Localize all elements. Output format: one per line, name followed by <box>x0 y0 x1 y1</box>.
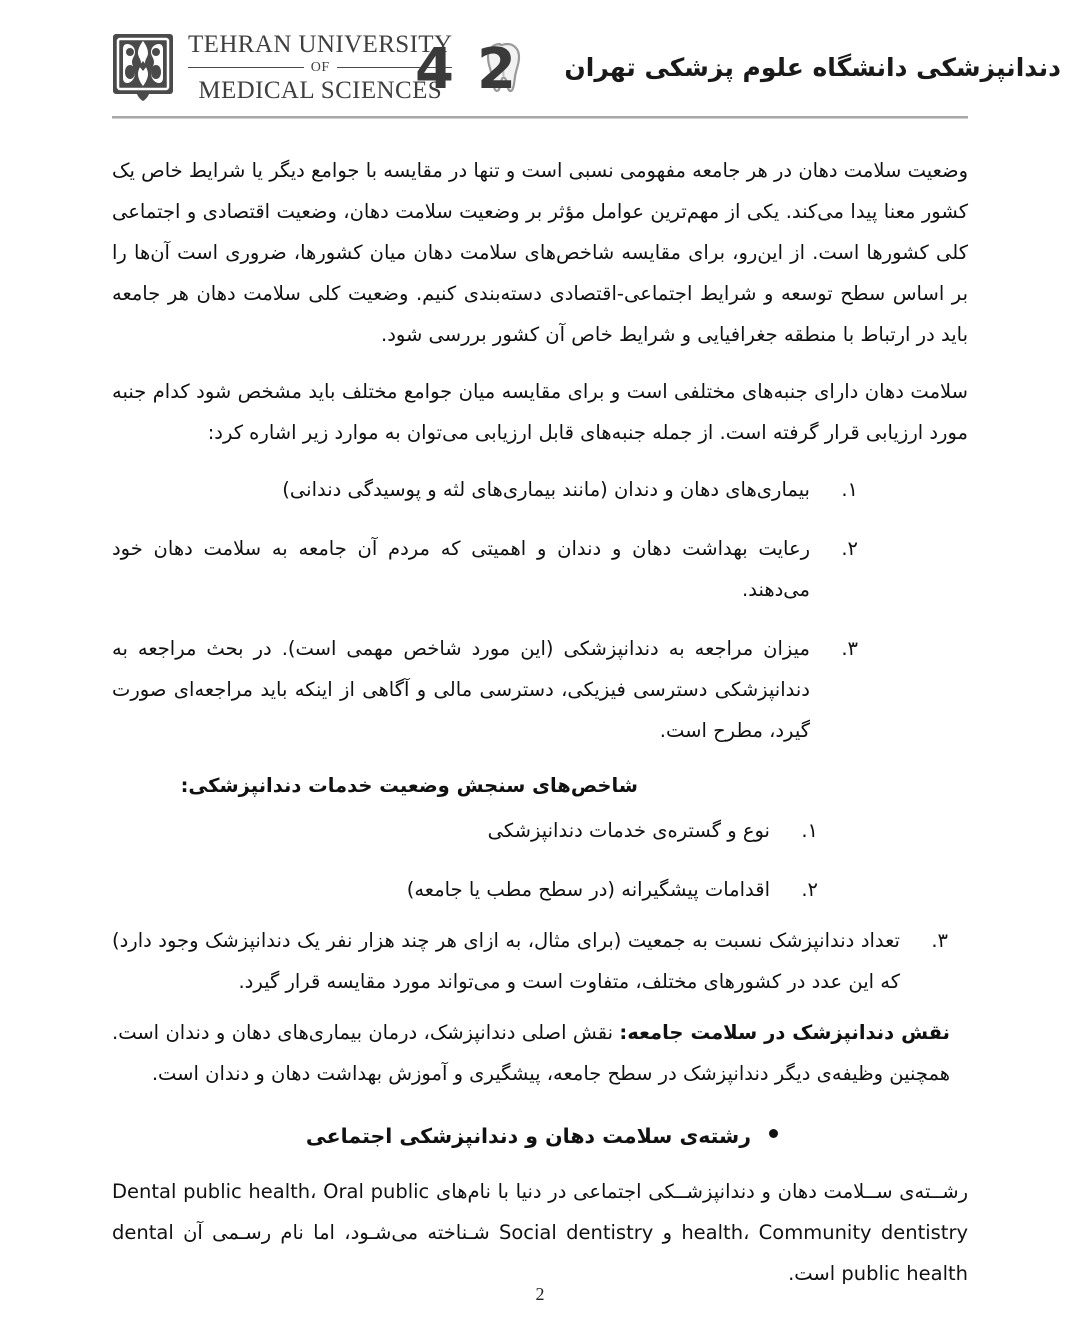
list-service-indicators <box>112 810 968 910</box>
discipline-names-middle: شـناخته می‌شـود، اما نام رسـمی آن <box>183 1221 490 1244</box>
svg-text:4: 4 <box>415 37 455 102</box>
term-social-dentistry: Social dentistry <box>498 1221 654 1244</box>
list-marker: ۲. <box>801 878 818 901</box>
list-marker: ۳. <box>931 929 948 952</box>
page-footer <box>0 1284 1080 1305</box>
discipline-names-end: است. <box>788 1262 836 1285</box>
list-item-text: میزان مراجعه به دندانپزشکی (این مورد شاخص مهمی است). در بحث مراجعه به دندانپزشکی دسترسی فیزیکی، دسترسی مالی و آگاهی از اینکه باید مراجعه‌ای صورت گیرد، مطرح است. <box>112 637 810 742</box>
heading-service-indicators: شاخص‌های سنجش وضعیت خدمات دندانپزشکی: <box>180 774 638 797</box>
wordmark-rule-left <box>188 67 304 68</box>
university-name-of: OF <box>310 59 330 75</box>
svg-text:2: 2 <box>477 37 517 102</box>
list-service-indicators-third <box>112 920 968 1002</box>
list-item <box>112 628 858 751</box>
list-marker: ۲. <box>841 537 858 560</box>
university-name-line2: MEDICAL SCIENCES <box>198 76 443 104</box>
university-wordmark <box>188 30 455 104</box>
term-separator-2: ، <box>743 1221 750 1244</box>
list-marker: ۱. <box>801 819 818 842</box>
term-separator-1: ، <box>310 1180 317 1203</box>
faculty-title: دندانپزشکی دانشگاه علوم پزشکی تهران <box>564 52 1061 82</box>
list-item <box>112 810 818 851</box>
paragraph-discipline-names <box>112 1171 968 1294</box>
bullet-heading-label: رشته‌ی سلامت دهان و دندانپزشکی اجتماعی <box>305 1124 751 1148</box>
term-conjunction: و <box>662 1221 673 1244</box>
university-name-line1: TEHRAN UNIVERSITY <box>188 30 453 58</box>
term-community-dentistry: Community dentistry <box>758 1221 968 1244</box>
page-header <box>112 28 1061 106</box>
list-item-text: رعایت بهداشت دهان و دندان و اهمیتی که مردم آن جامعه به سلامت دهان خود می‌دهند. <box>112 537 810 601</box>
list-item <box>112 528 858 610</box>
bullet-point-icon <box>769 1129 778 1138</box>
document-body <box>112 150 968 1294</box>
term-official-name: dental public health <box>112 1221 968 1285</box>
paragraph-oral-health-aspects-intro: سلامت دهان دارای جنبه‌های مختلفی است و برای مقایسه میان جوامع مختلف باید مشخص شود کدام جنبه مورد ارزیابی قرار گرفته است. از جمله جنبه‌های قابل ارزیابی می‌توان به موارد زیر اشاره کرد: <box>112 380 968 444</box>
faculty-brand <box>415 36 1061 102</box>
page-number: 2 <box>535 1284 545 1304</box>
list-item-text: نوع و گستره‌ی خدمات دندانپزشکی <box>487 819 770 842</box>
list-item-text: تعداد دندانپزشک نسبت به جمعیت (برای مثال، به ازای هر چند هزار نفر یک دندانپزشک وجود دارد) که این عدد در کشورهای مختلف، متفاوت است و می‌تواند مورد مقایسه قرار گیرد. <box>112 929 900 993</box>
paragraph-oral-health-relative: وضعیت سلامت دهان در هر جامعه مفهومی نسبی است و تنها در مقایسه با جوامع دیگر یا شرایط خاص یک کشور معنا پیدا می‌کند. یکی از مهم‌ترین عوامل مؤثر بر وضعیت سلامت دهان، وضعیت اقتصادی و اجتماعی کلی کشورها است. از این‌رو، برای مقایسه شاخص‌های سلامت دهان میان کشورها، ضروری است آن‌ها را بر اساس سطح توسعه و شرایط اجتماعی-اقتصادی دسته‌بندی کنیم. وضعیت کلی سلامت دهان هر جامعه باید در ارتباط با منطقه جغرافیایی و شرایط خاص آن کشور بررسی شود. <box>112 159 968 346</box>
term-dental-public-health: Dental public health <box>112 1180 311 1203</box>
university-brand <box>112 30 455 104</box>
header-divider <box>112 116 968 119</box>
term-oral-public-health: Oral public health <box>323 1180 744 1244</box>
list-item <box>112 920 948 1002</box>
discipline-names-intro: رشــته‌ی ســلامت دهان و دندانپزشــکی اجتماعی در دنیا با نام‌های <box>435 1180 969 1203</box>
university-of-row <box>188 61 452 75</box>
run-in-heading-dentist-role: نقش دندانپزشک در سلامت جامعه: <box>619 1021 950 1044</box>
tums-emblem-icon <box>112 33 174 101</box>
bullet-heading-discipline <box>112 1116 968 1157</box>
list-marker: ۱. <box>841 478 858 501</box>
tooth-402-logo-icon <box>415 36 548 102</box>
paragraph-dentist-role-text: نقش اصلی دندانپزشک، درمان بیماری‌های دهان و دندان است. همچنین وظیفه‌ی دیگر دندانپزشک در سطح جامعه، پیشگیری و آموزش بهداشت دهان و دندان است. <box>112 1021 950 1085</box>
list-item-text: بیماری‌های دهان و دندان (مانند بیماری‌های لثه و پوسیدگی دندانی) <box>282 478 810 501</box>
list-item <box>112 869 818 910</box>
list-item <box>112 469 858 510</box>
paragraph-dentist-role <box>112 1012 968 1094</box>
list-oral-health-aspects <box>112 469 968 751</box>
list-item-text: اقدامات پیشگیرانه (در سطح مطب یا جامعه) <box>406 878 770 901</box>
list-marker: ۳. <box>841 637 858 660</box>
